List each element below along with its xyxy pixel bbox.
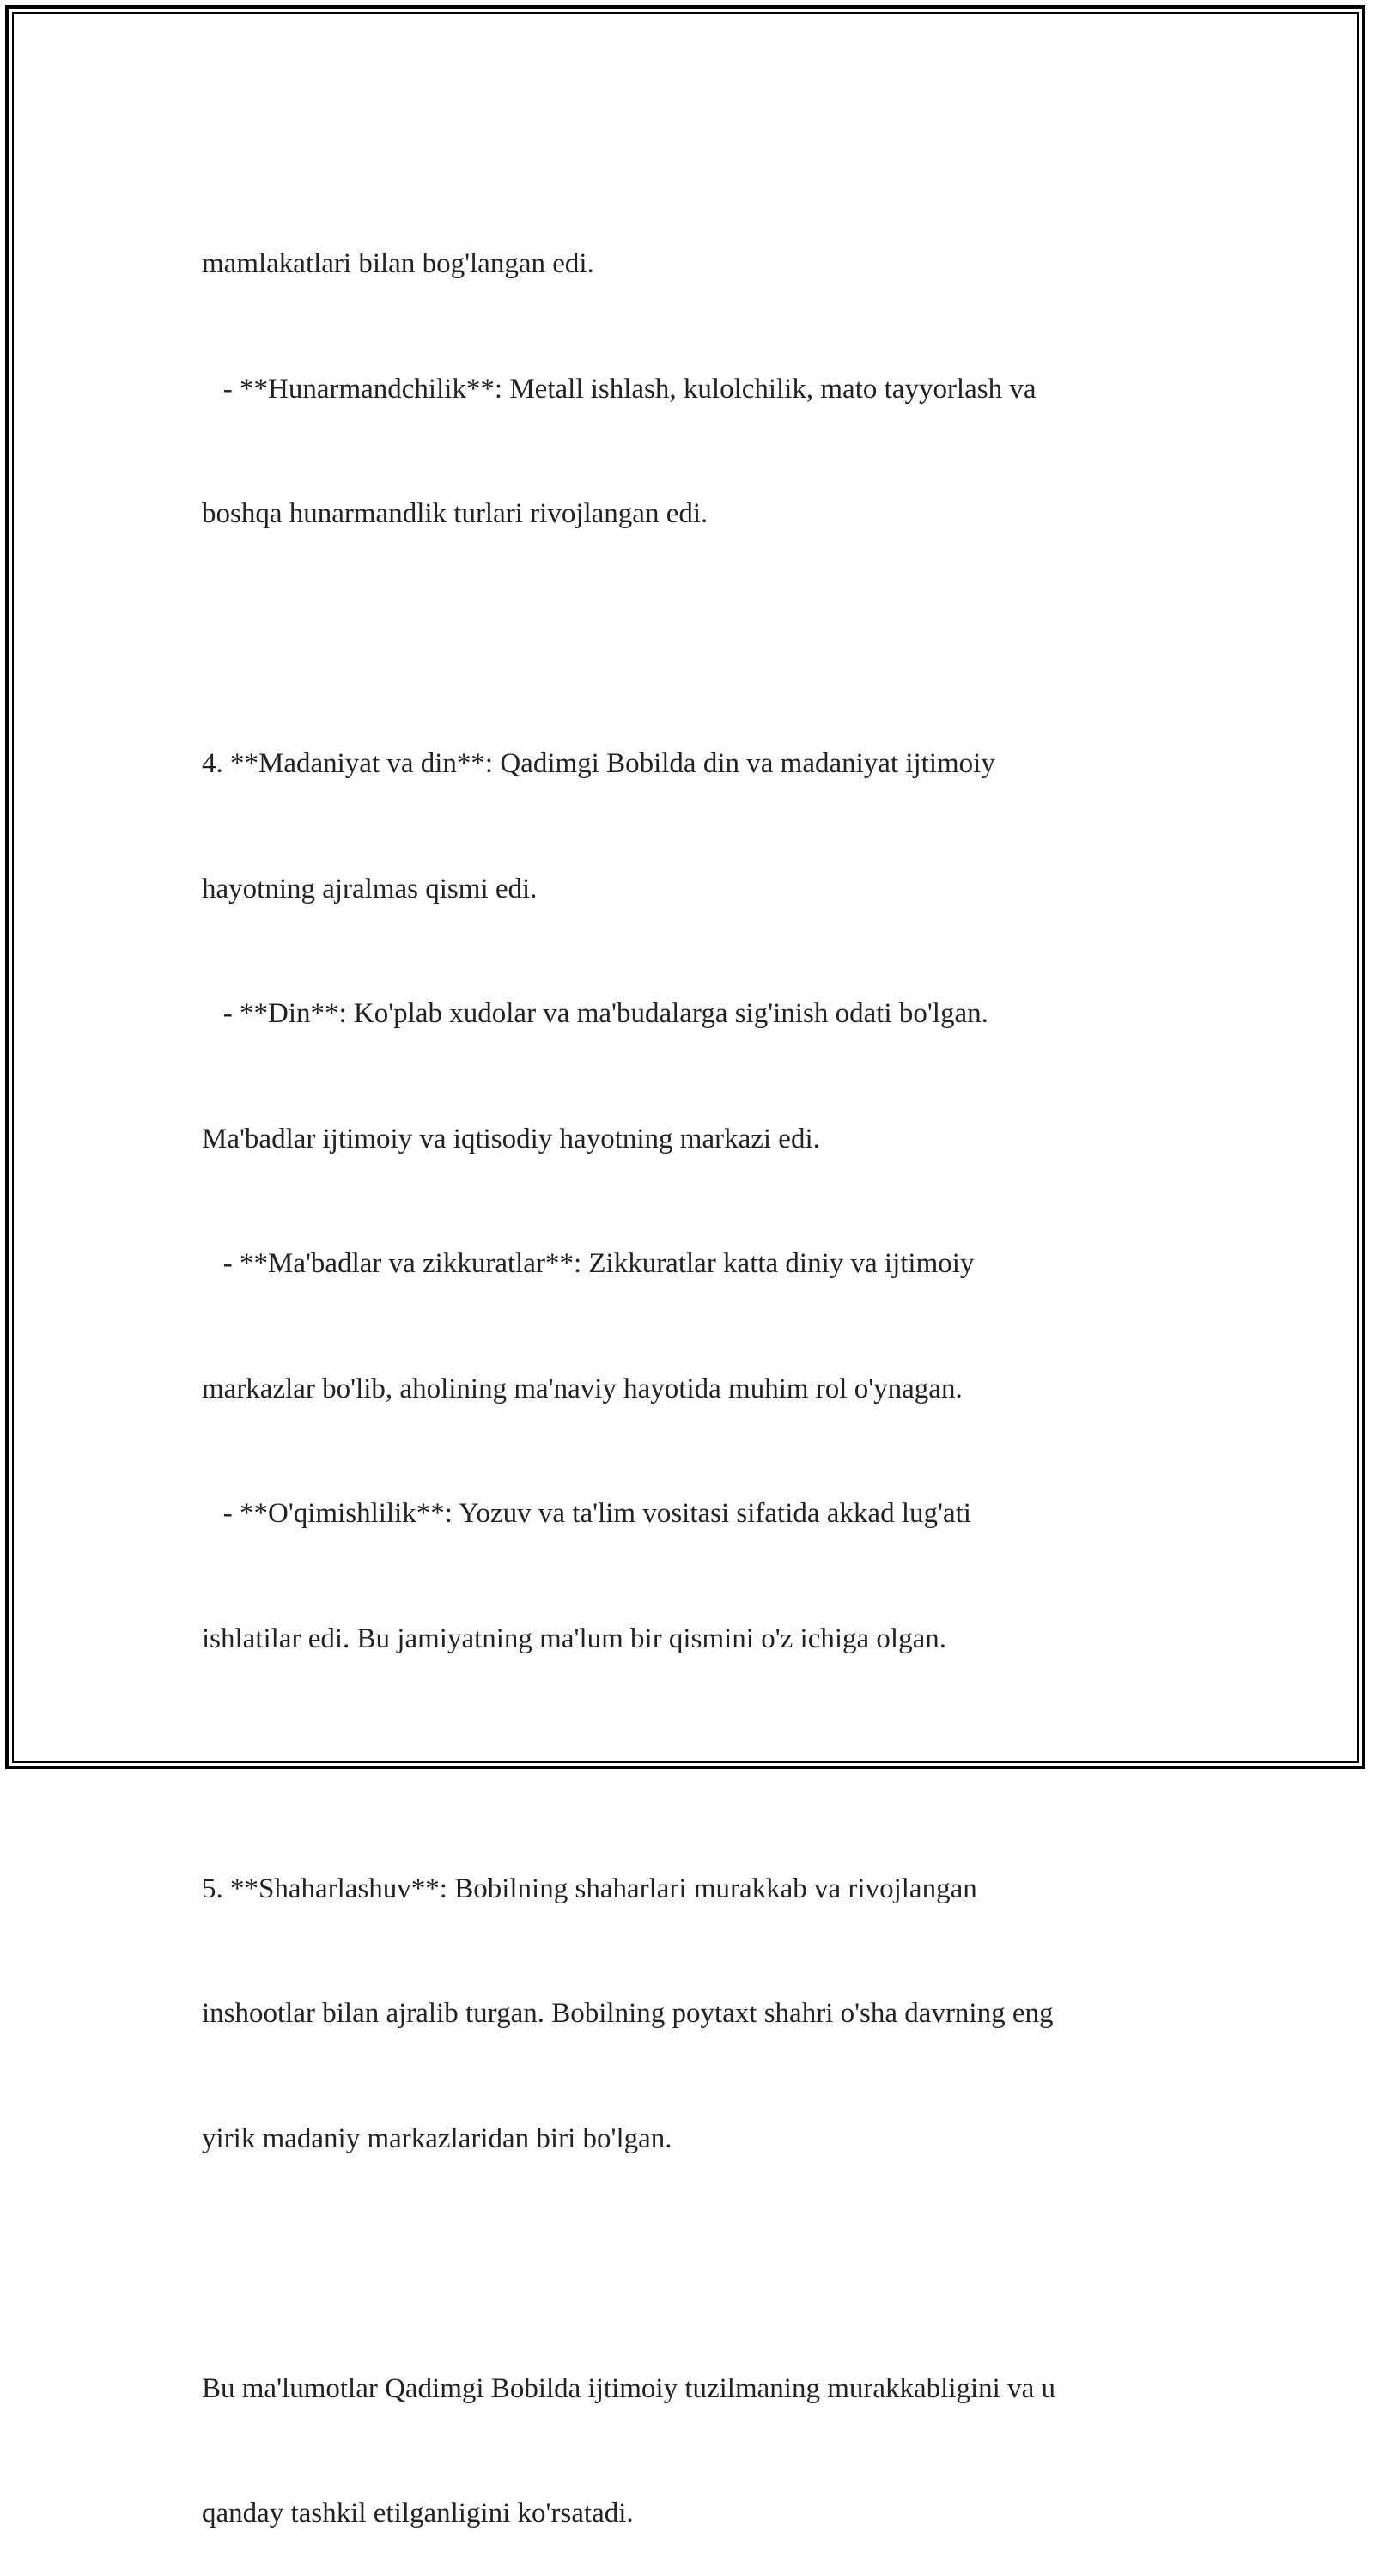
document-body [202,160,1181,2576]
text-line: 5. **Shaharlashuv**: Bobilning shaharlari murakkab va rivojlangan [202,1873,977,1904]
text-line: - **Hunarmandchilik**: Metall ishlash, kulolchilik, mato tayyorlash va [202,373,1037,405]
text-line: qanday tashkil etilganligini ko'rsatadi. [202,2498,634,2529]
text-line: mamlakatlari bilan bog'langan edi. [202,248,594,279]
text-line: hayotning ajralmas qismi edi. [202,873,538,904]
text-line: markazlar bo'lib, aholining ma'naviy hayotida muhim rol o'ynagan. [202,1373,963,1404]
text-line: Ma'badlar ijtimoiy va iqtisodiy hayotning markazi edi. [202,1123,820,1154]
text-line: - **O'qimishlilik**: Yozuv va ta'lim vositasi sifatida akkad lug'ati [202,1498,971,1529]
text-line: - **Ma'badlar va zikkuratlar**: Zikkuratlar katta diniy va ijtimoiy [202,1248,975,1279]
text-line: inshootlar bilan ajralib turgan. Bobilning poytaxt shahri o'sha davrning eng [202,1998,1054,2029]
text-line: boshqa hunarmandlik turlari rivojlangan edi. [202,498,708,529]
blank-line [202,1743,1181,1785]
blank-line [202,618,1181,661]
blank-line [202,2243,1181,2285]
text-line: yirik madaniy markazlaridan biri bo'lgan. [202,2122,672,2154]
text-line: - **Din**: Ko'plab xudolar va ma'budalarga sig'inish odati bo'lgan. [202,998,988,1029]
text-line: 4. **Madaniyat va din**: Qadimgi Bobilda din va madaniyat ijtimoiy [202,748,995,779]
text-line: Bu ma'lumotlar Qadimgi Bobilda ijtimoiy tuzilmaning murakkabligini va u [202,2372,1055,2404]
text-line: ishlatilar edi. Bu jamiyatning ma'lum bir qismini o'z ichiga olgan. [202,1623,946,1654]
